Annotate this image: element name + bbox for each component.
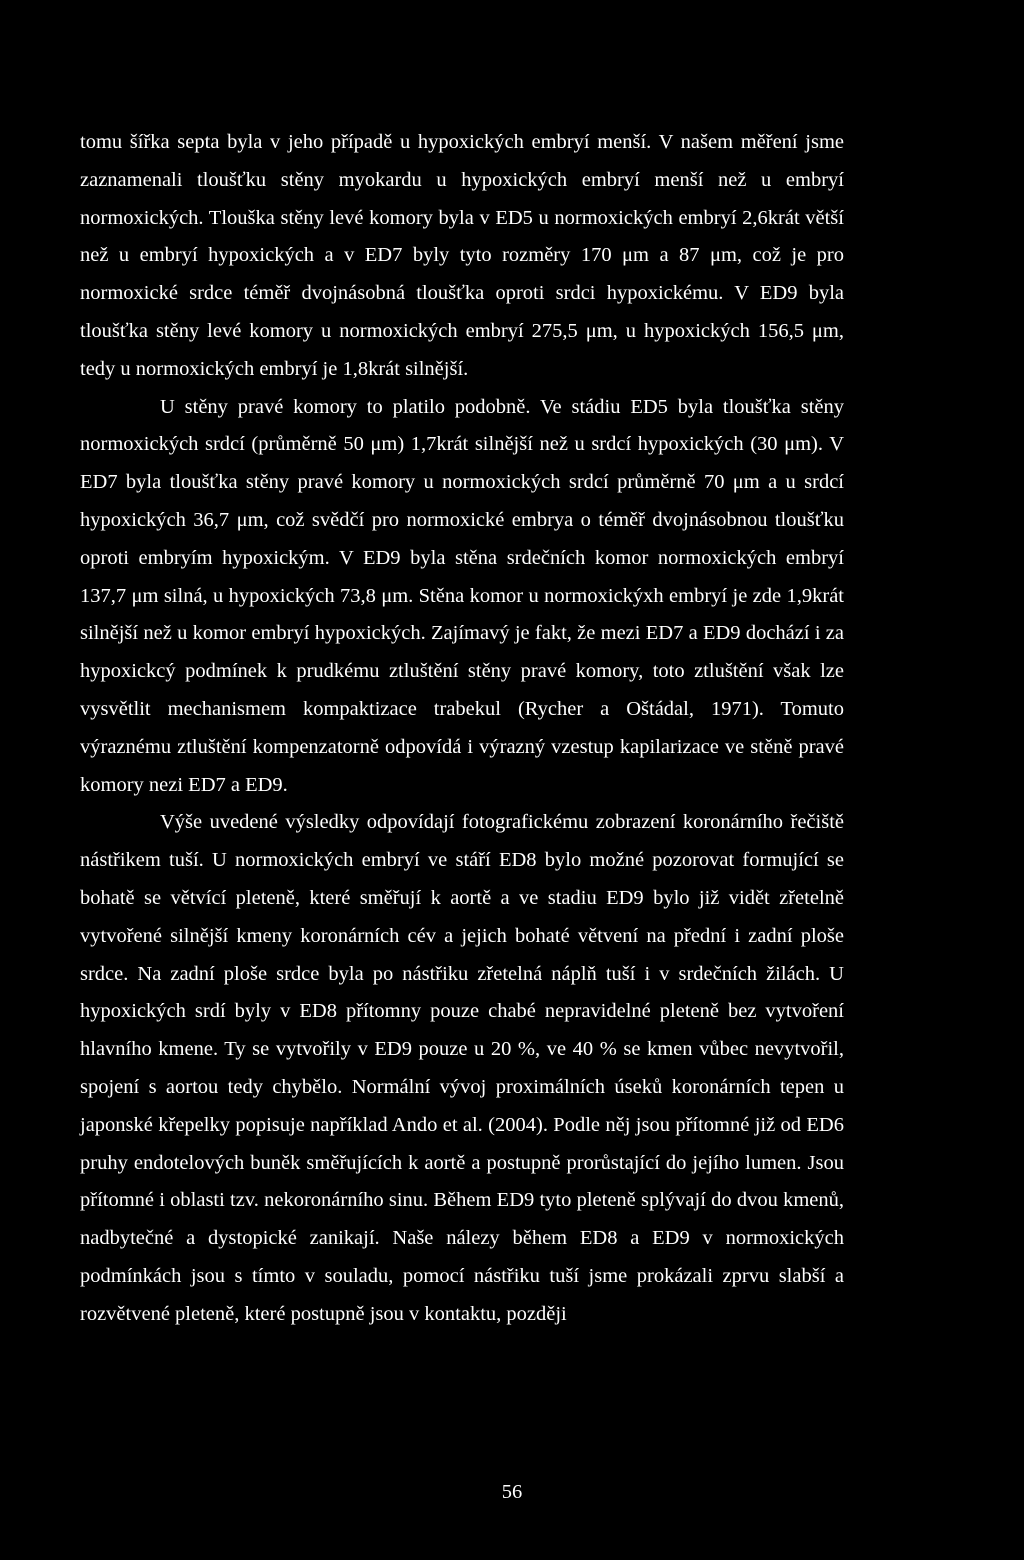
page-body [80, 124, 844, 1334]
page-number: 56 [501, 1481, 523, 1503]
paragraph-left-ventricle: tomu šířka septa byla v jeho případě u hypoxických embryí menší. V našem měření jsme zaznamenali tloušťku stěny myokardu u hypoxických embryí menší než u embryí normoxických. Tlouška stěny levé komory byla v ED5 u normoxických embryí 2,6krát větší než u embryí hypoxických a v ED7 byly tyto rozměry 170 μm a 87 μm, což je pro normoxické srdce téměř dvojnásobná tloušťka oproti srdci hypoxickému. V ED9 byla tloušťka stěny levé komory u normoxických embryí 275,5 μm, u hypoxických 156,5 μm, tedy u normoxických embryí je 1,8krát silnější. [80, 131, 844, 380]
paragraph-right-ventricle: U stěny pravé komory to platilo podobně. Ve stádiu ED5 byla tloušťka stěny normoxických srdcí (průměrně 50 μm) 1,7krát silnější než u srdcí hypoxických (30 μm). V ED7 byla tloušťka stěny pravé komory u normoxických srdcí průměrně 70 μm a u srdcí hypoxických 36,7 μm, což svědčí pro normoxické embrya o téměř dvojnásobnou tloušťku oproti embryím hypoxickým. V ED9 byla stěna srdečních komor normoxických embryí 137,7 μm silná, u hypoxických 73,8 μm. Stěna komor u normoxickýxh embryí je zde 1,9krát silnější než u komor embryí hypoxických. Zajímavý je fakt, že mezi ED7 a ED9 dochází i za hypoxickcý podmínek k prudkému ztluštění stěny pravé komory, toto ztluštění však lze vysvětlit mechanismem kompaktizace trabekul (Rycher a Oštádal, 1971). Tomuto výraznému ztluštění kompenzatorně odpovídá i výrazný vzestup kapilarizace ve stěně pravé komory nezi ED7 a ED9. [80, 395, 844, 796]
paragraph-coronary-vessels: Výše uvedené výsledky odpovídají fotografickému zobrazení koronárního řečiště nástřikem tuší. U normoxických embryí ve stáří ED8 bylo možné pozorovat formující se bohatě se větvící pleteně, které směřují k aortě a ve stadiu ED9 bylo již vidět zřetelně vytvořené silnější kmeny koronárních cév a jejich bohaté větvení na přední i zadní ploše srdce. Na zadní ploše srdce byla po nástřiku zřetelná náplň tuší i v srdečních žilách. U hypoxických srdí byly v ED8 přítomny pouze chabé nepravidelné pleteně bez vytvoření hlavního kmene. Ty se vytvořily v ED9 pouze u 20 %, ve 40 % se kmen vůbec nevytvořil, spojení s aortou tedy chybělo. Normální vývoj proximálních úseků koronárních tepen u japonské křepelky popisuje například Ando et al. (2004). Podle něj jsou přítomné již od ED6 pruhy endotelových buněk směřujících k aortě a postupně prorůstající do jejího lumen. Jsou přítomné i oblasti tzv. nekoronárního sinu. Během ED9 tyto pleteně splývají do dvou kmenů, nadbytečné a dystopické zanikají. Naše nálezy během ED8 a ED9 v normoxických podmínkách jsou s tímto v souladu, pomocí nástřiku tuší jsme prokázali zprvu slabší a rozvětvené pleteně, které postupně jsou v kontaktu, později [80, 811, 844, 1325]
